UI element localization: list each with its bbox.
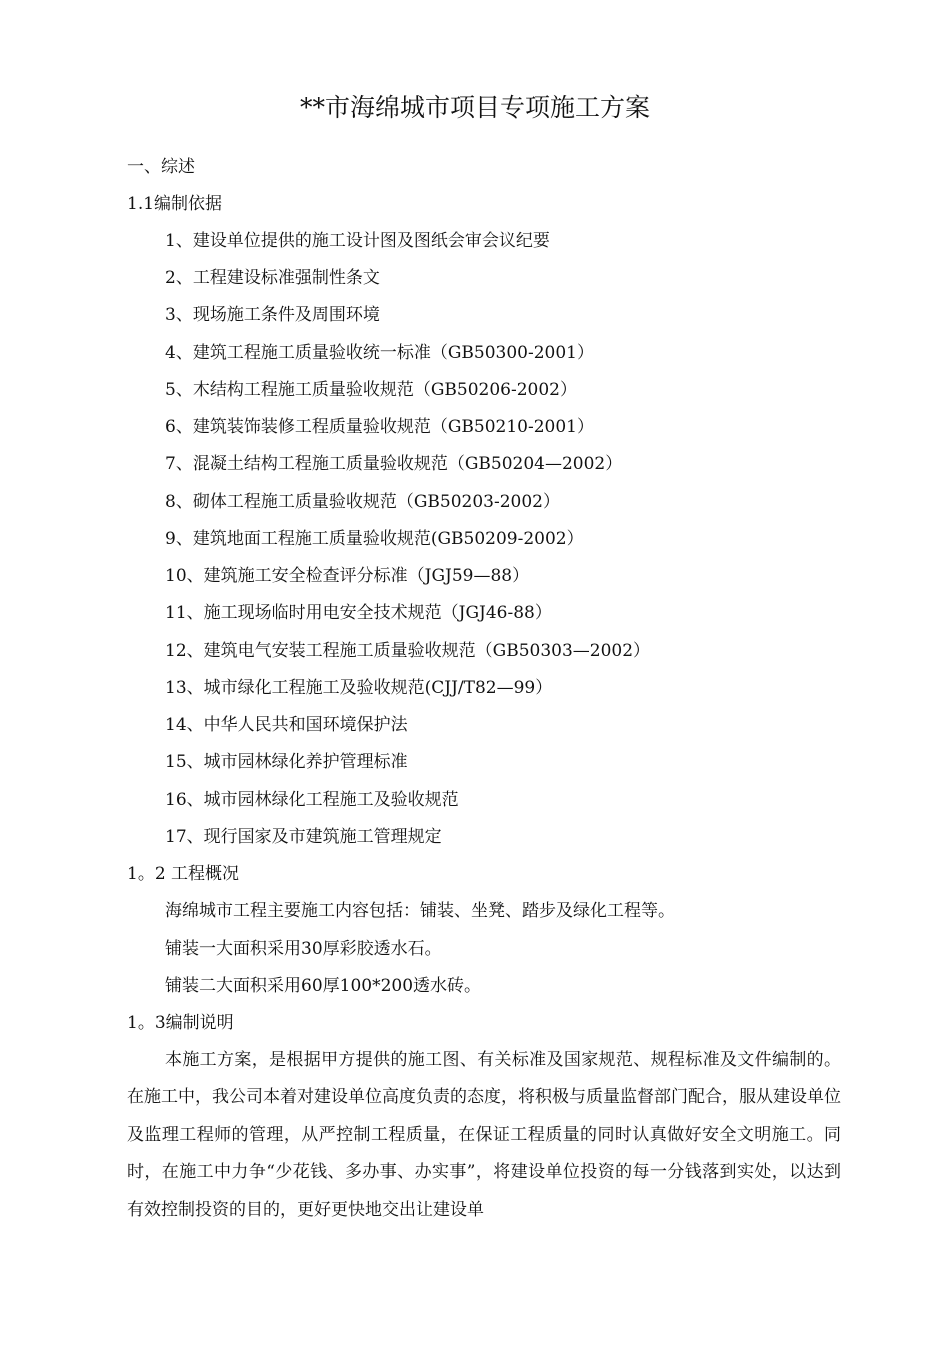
list-item: 4、建筑工程施工质量验收统一标准（GB50300-2001） (165, 343, 594, 363)
overview-line: 铺装二大面积采用60厚100*200透水砖。 (165, 976, 482, 996)
notes-paragraph: 本施工方案，是根据甲方提供的施工图、有关标准及国家规范、规程标准及文件编制的。在施工中，我公司本着对建设单位高度负责的态度，将积极与质量监督部门配合，服从建设单位及监理工程师的管理，从严控制工程质量，在保证工程质量的同时认真做好安全文明施工。同时，在施工中力争“少花钱、多办事、办实事”，将建设单位投资的每一分钱落到实处，以达到有效控制投资的目的，更好更快地交出让建设单 (127, 1050, 841, 1220)
list-item: 11、施工现场临时用电安全技术规范（JGJ46-88） (165, 603, 552, 623)
list-item: 17、现行国家及市建筑施工管理规定 (165, 827, 442, 847)
overview-line: 海绵城市工程主要施工内容包括：铺装、坐凳、踏步及绿化工程等。 (165, 901, 675, 921)
subsection-heading-basis: 1.1编制依据 (127, 194, 223, 214)
list-item: 2、工程建设标准强制性条文 (165, 268, 380, 288)
section-heading-overview: 一、综述 (127, 157, 195, 177)
list-item: 15、城市园林绿化养护管理标准 (165, 752, 408, 772)
list-item: 9、建筑地面工程施工质量验收规范(GB50209-2002） (165, 529, 584, 549)
list-item: 7、混凝土结构工程施工质量验收规范（GB50204—2002） (165, 454, 623, 474)
list-item: 14、中华人民共和国环境保护法 (165, 715, 408, 735)
list-item: 8、砌体工程施工质量验收规范（GB50203-2002） (165, 492, 560, 512)
list-item: 16、城市园林绿化工程施工及验收规范 (165, 790, 459, 810)
list-item: 5、木结构工程施工质量验收规范（GB50206-2002） (165, 380, 577, 400)
list-item: 3、现场施工条件及周围环境 (165, 305, 380, 325)
list-item: 12、建筑电气安装工程施工质量验收规范（GB50303—2002） (165, 641, 651, 661)
list-item: 6、建筑装饰装修工程质量验收规范（GB50210-2001） (165, 417, 594, 437)
overview-line: 铺装一大面积采用30厚彩胶透水石。 (165, 939, 442, 959)
document-title: **市海绵城市项目专项施工方案 (299, 93, 650, 122)
subsection-heading-notes: 1。3编制说明 (127, 1013, 234, 1033)
list-item: 10、建筑施工安全检查评分标准（JGJ59—88） (165, 566, 530, 586)
list-item: 13、城市绿化工程施工及验收规范(CJJ/T82—99） (165, 678, 553, 698)
list-item: 1、建设单位提供的施工设计图及图纸会审会议纪要 (165, 231, 550, 251)
subsection-heading-overview: 1。2 工程概况 (127, 864, 240, 884)
